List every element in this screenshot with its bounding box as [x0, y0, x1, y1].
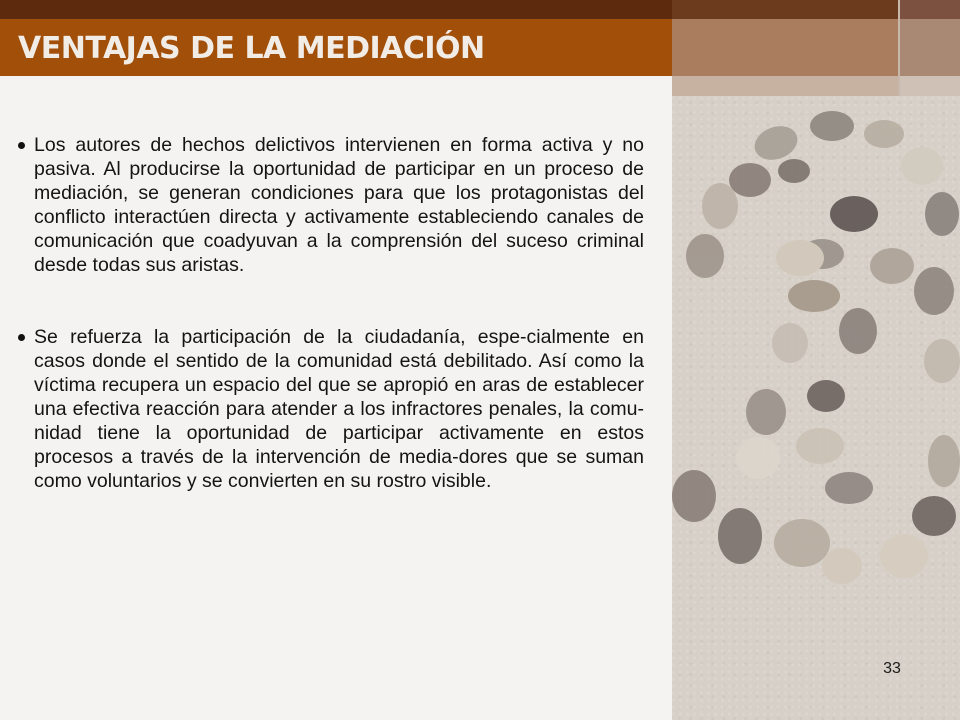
bullet-dot-icon	[18, 334, 25, 341]
header-tile	[672, 19, 898, 76]
tile-divider	[898, 0, 900, 96]
slide-title: VENTAJAS DE LA MEDIACIÓN	[18, 31, 485, 66]
page-number: 33	[883, 660, 901, 677]
header-tile	[898, 0, 960, 19]
header-top-strip	[0, 0, 672, 19]
pebble-spiral-photo	[672, 96, 960, 720]
bullet-text: Se refuerza la participación de la ciudadanía, espe-cialmente en casos donde el sentido de la comunidad está debilitado. Así como la víctima recupera un espacio del que se apropió en aras de establecer una efectiva reacción para atender a los infractores penales, la comu-nidad tiene la oportunidad de participar activamente en estos procesos a través de la intervención de media-dores que se suman como voluntarios y se convierten en su rostro visible.	[34, 326, 644, 492]
pebble-spiral-image	[672, 96, 960, 720]
header-color-tiles	[672, 0, 960, 96]
bullet-item	[16, 133, 644, 277]
bullet-dot-icon	[18, 142, 25, 149]
bullet-list	[16, 133, 644, 493]
header-tile	[898, 76, 960, 96]
bullet-item	[16, 325, 644, 493]
header-tile	[672, 0, 898, 19]
bullet-text: Los autores de hechos delictivos intervienen en forma activa y no pasiva. Al producirse la oportunidad de participar en un proceso de mediación, se generan condiciones para que los protagonistas del conflicto interactúen directa y activamente estableciendo canales de comunicación que coadyuvan a la comprensión del suceso criminal desde todas sus aristas.	[34, 134, 644, 276]
header-tile	[672, 76, 898, 96]
header-tile	[898, 19, 960, 76]
